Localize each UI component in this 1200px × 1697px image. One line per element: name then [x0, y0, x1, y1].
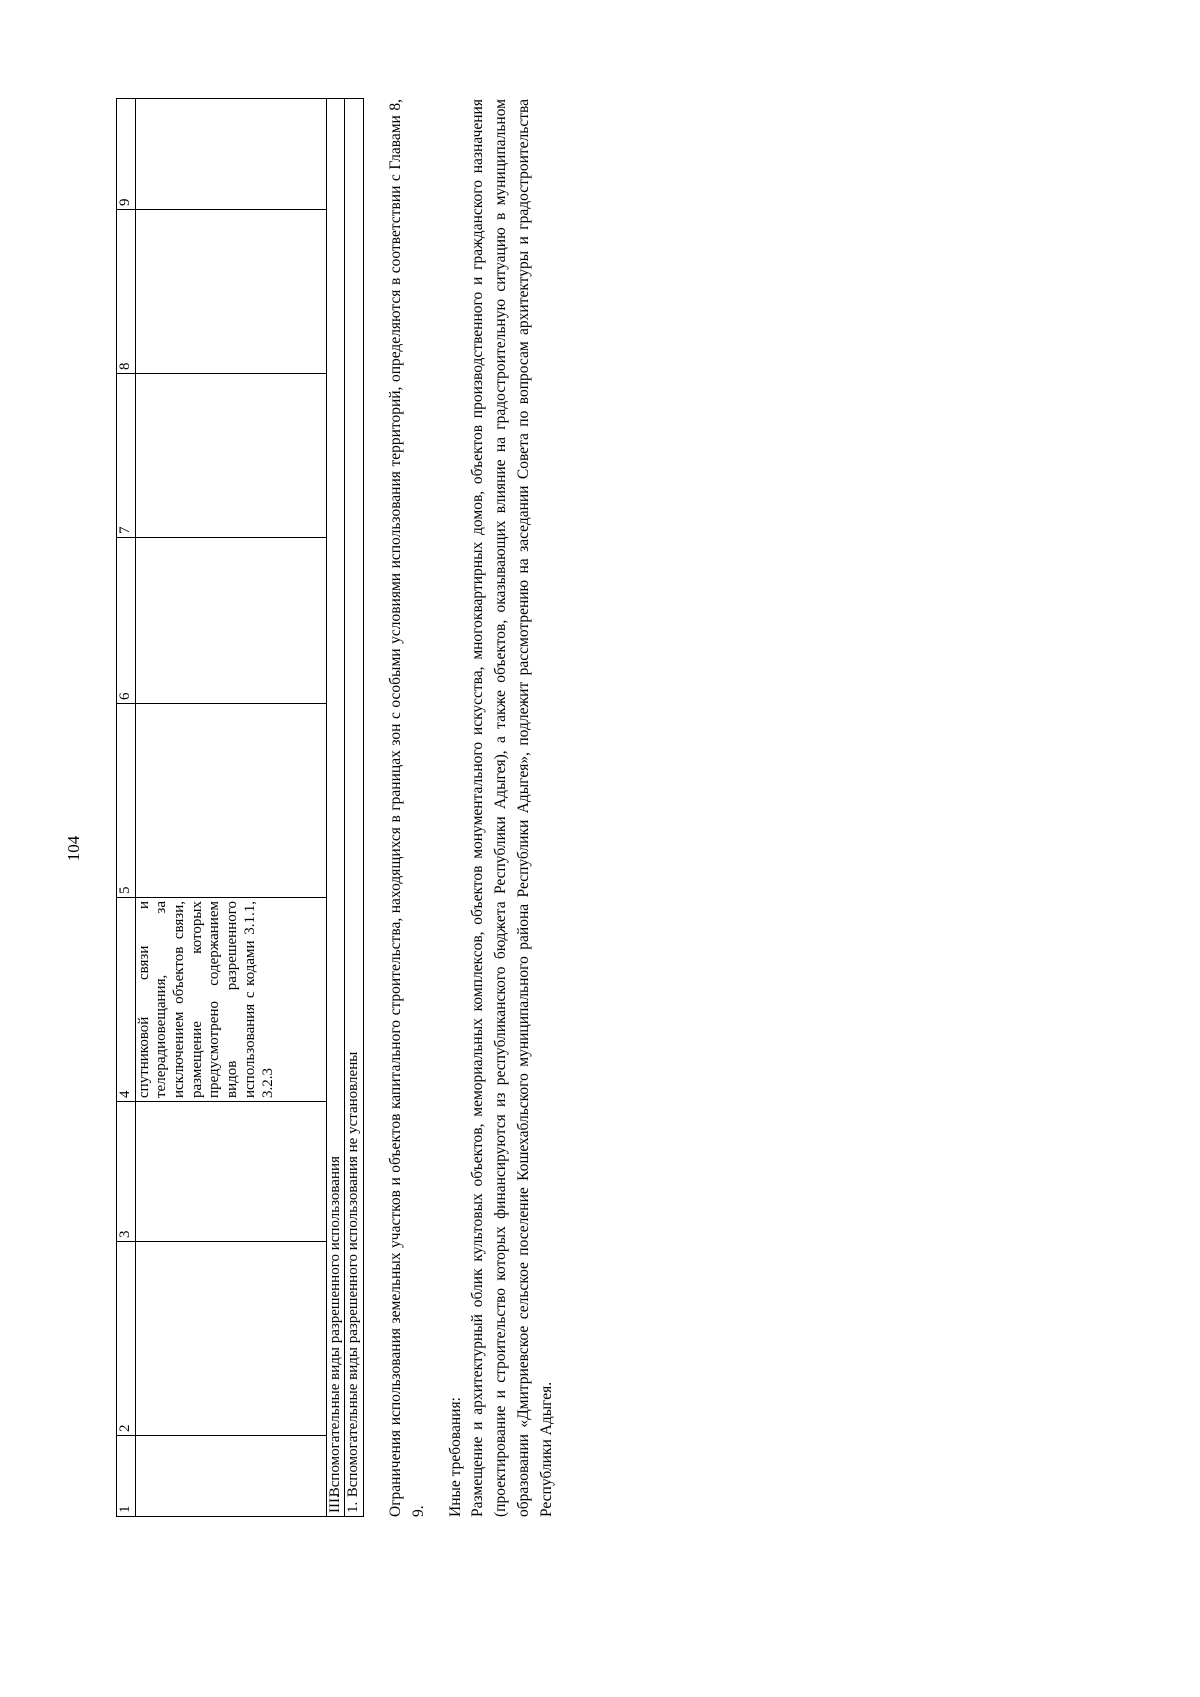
header-cell: 4 [117, 898, 136, 1102]
header-cell: 7 [117, 374, 136, 538]
table-header-row [117, 99, 136, 1517]
header-cell: 3 [117, 1102, 136, 1242]
table-cell [135, 1242, 326, 1436]
subsection-title: Вспомогательные виды разрешенного использования не установлены [345, 1051, 362, 1498]
table-cell [135, 704, 326, 898]
section-title: Вспомогательные виды разрешенного использования [326, 1156, 343, 1498]
header-cell: 1 [117, 1436, 136, 1517]
restrictions-paragraph [385, 99, 431, 1517]
other-requirements-paragraph [467, 99, 559, 1517]
table-cell [135, 538, 326, 704]
header-cell: 9 [117, 99, 136, 210]
section-number: III. [326, 1494, 343, 1513]
table-row [135, 99, 326, 1517]
page-number: 104 [64, 835, 83, 862]
section-heading-cell [326, 99, 345, 1517]
table-cell [135, 1436, 326, 1517]
header-cell: 5 [117, 704, 136, 898]
table-cell [135, 1102, 326, 1242]
table-cell [135, 210, 326, 374]
table-cell [135, 374, 326, 538]
subsection-row [345, 99, 364, 1517]
other-requirements-title: Иные требования: [447, 1397, 464, 1517]
header-cell: 2 [117, 1242, 136, 1436]
table-cell [135, 99, 326, 210]
permitted-use-description: спутниковой связи и телерадиовещания, за исключением объектов связи, размещение которых предусмотрено содержанием видов разрешенного использования с кодами 3.1.1, 3.2.3 [135, 898, 326, 1102]
subsection-cell [345, 99, 364, 1517]
header-cell: 8 [117, 210, 136, 374]
section-heading-row [326, 99, 345, 1517]
subsection-number: 1. [345, 1501, 362, 1513]
zoning-table [116, 98, 364, 1517]
other-requirements-text: Размещение и архитектурный облик культовых объектов, мемориальных комплексов, объектов монументального искусства, многоквартирных домов, объектов производственного и гражданского назначения (проектирование и строительство которых финансируются из республиканского бюджета Республики Адыгея), а также объектов, оказывающих влияние на градостроительную ситуацию в муниципальном образовании «Дмитриевское сельское поселение Кошехабльского муниципального района Республики Адыгея», подлежит рассмотрению на заседании Совета по вопросам архитектуры и градостроительства Республики Адыгея. [469, 99, 555, 1517]
restrictions-text: Ограничения использования земельных участков и объектов капитального строительства, находящихся в границах зон с особыми условиями использования территорий, определяются в соответствии с Главами 8, 9. [387, 99, 427, 1517]
header-cell: 6 [117, 538, 136, 704]
